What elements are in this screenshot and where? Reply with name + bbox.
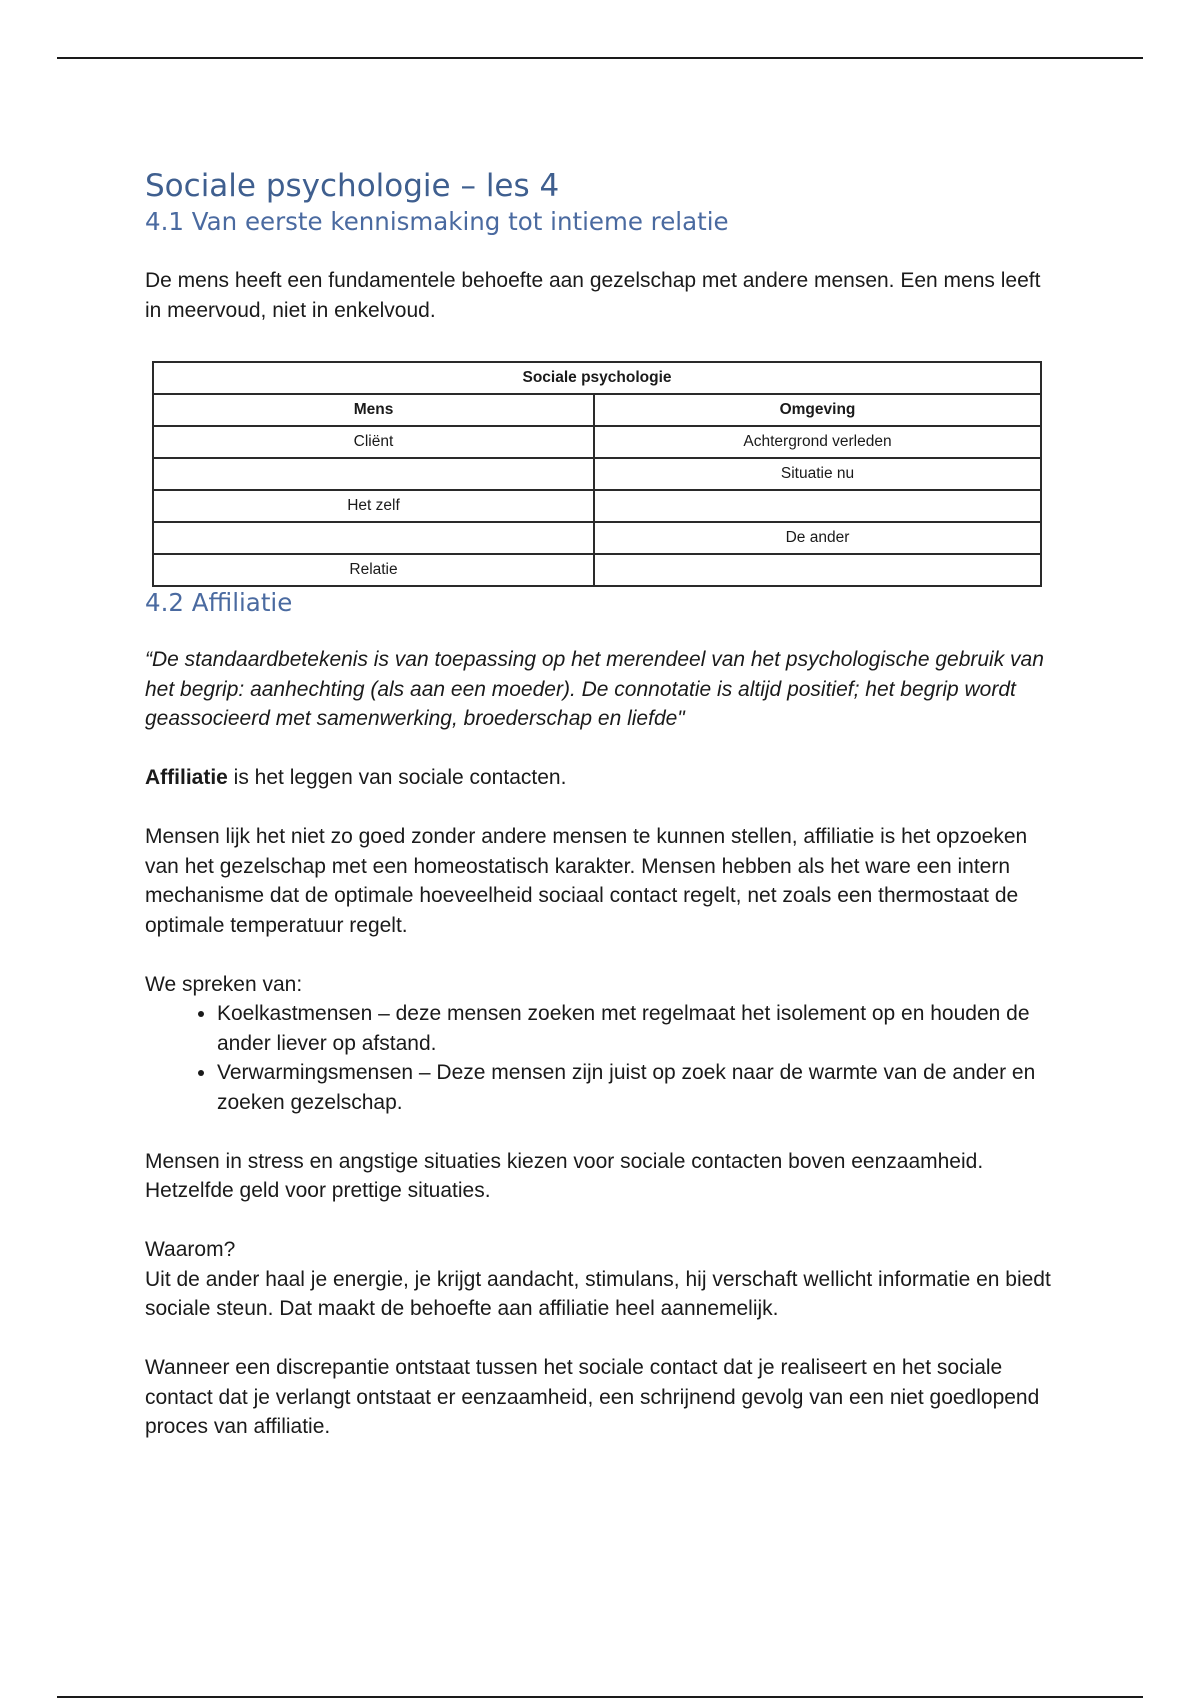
list-intro: We spreken van: (145, 972, 303, 996)
sociale-psychologie-table (152, 361, 1042, 587)
page-content (145, 166, 1060, 1442)
table-cell (594, 490, 1041, 522)
table-cell: De ander (594, 522, 1041, 554)
table-row (153, 458, 1041, 490)
list-item: • Verwarmingsmensen – Deze mensen zijn juist op zoek naar de warmte van de ander en zoeken gezelschap. (217, 1058, 1060, 1117)
table-caption: Sociale psychologie (153, 362, 1041, 394)
definition-term: Affiliatie (145, 766, 228, 789)
table-row (153, 426, 1041, 458)
table-row (153, 490, 1041, 522)
table-cell: Situatie nu (594, 458, 1041, 490)
table-header-mens: Mens (153, 394, 594, 426)
table-cell: Cliënt (153, 426, 594, 458)
homeostatic-paragraph: Mensen lijk het niet zo goed zonder andere mensen te kunnen stellen, affiliatie is het opzoeken van het gezelschap met een homeostatisch karakter. Mensen hebben als het ware een intern mechanisme dat de optimale hoeveelheid sociaal contact regelt, net zoals een thermostaat de optimale temperatuur regelt. (145, 825, 1028, 937)
table-cell (153, 458, 594, 490)
table-cell: Relatie (153, 554, 594, 586)
why-label: Waarom? (145, 1238, 236, 1261)
section-heading-4-1: 4.1 Van eerste kennismaking tot intieme relatie (145, 207, 729, 236)
table-cell: Het zelf (153, 490, 594, 522)
footer-rule (57, 1696, 1143, 1698)
stress-paragraph: Mensen in stress en angstige situaties kiezen voor sociale contacten boven eenzaamheid. Hetzelfde geld voor prettige situaties. (145, 1149, 984, 1202)
document-title: Sociale psychologie – les 4 (145, 168, 560, 204)
loneliness-paragraph: Wanneer een discrepantie ontstaat tussen het sociale contact dat je realiseert en het sociale contact dat je verlangt ontstaat er eenzaamheid, een schrijnend gevolg van een niet goedlopend proces van affiliatie. (145, 1356, 1040, 1438)
table-row (153, 522, 1041, 554)
table-header-omgeving: Omgeving (594, 394, 1041, 426)
table-cell (594, 554, 1041, 586)
section-heading-4-2: 4.2 Affiliatie (145, 588, 293, 617)
table-cell (153, 522, 594, 554)
definition-text: is het leggen van sociale contacten. (227, 766, 567, 789)
header-rule (57, 57, 1143, 59)
why-paragraph: Uit de ander haal je energie, je krijgt aandacht, stimulans, hij verschaft wellicht informatie en biedt sociale steun. Dat maakt de behoefte aan affiliatie heel aannemelijk. (145, 1267, 1051, 1320)
intro-paragraph: De mens heeft een fundamentele behoefte aan gezelschap met andere mensen. Een mens leeft in meervoud, niet in enkelvoud. (145, 269, 1041, 322)
table-row (153, 554, 1041, 586)
bullet-list (145, 999, 1060, 1117)
definition-paragraph (145, 763, 1060, 793)
table-cell: Achtergrond verleden (594, 426, 1041, 458)
list-item: • Koelkastmensen – deze mensen zoeken met regelmaat het isolement op en houden de ander liever op afstand. (217, 999, 1060, 1058)
definition-quote: “De standaardbetekenis is van toepassing op het merendeel van het psychologische gebruik van het begrip: aanhechting (als aan een moeder). De connotatie is altijd positief; het begrip wordt geassocieerd met samenwerking, broederschap en liefde" (145, 648, 1044, 730)
